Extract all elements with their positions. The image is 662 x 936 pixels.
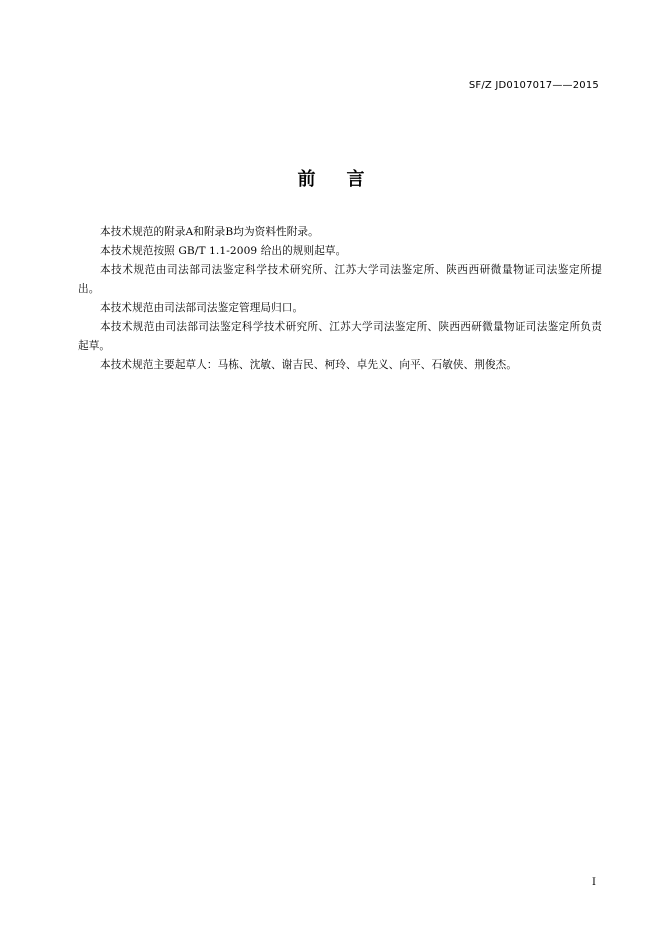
paragraph-drafting-rules: 本技术规范按照 GB/T 1.1-2009 给出的规则起草。 [100,245,347,257]
paragraph-centralized-by: 本技术规范由司法部司法鉴定管理局归口。 [100,302,304,314]
paragraph-drafted-by: 本技术规范由司法部司法鉴定科学技术研究所、江苏大学司法鉴定所、陕西西研微量物证司法鉴定所负责起草。 [78,321,602,352]
document-body [78,223,602,375]
page-number: I [592,877,596,888]
paragraph-proposed-by: 本技术规范由司法部司法鉴定科学技术研究所、江苏大学司法鉴定所、陕西西研微量物证司法鉴定所提出。 [78,264,602,295]
page-title: 前言 [297,169,396,190]
document-code: SF/Z JD0107017——2015 [468,80,599,91]
paragraph-appendix: 本技术规范的附录A和附录B均为资料性附录。 [100,226,319,238]
paragraph-drafters: 本技术规范主要起草人：马栋、沈敏、谢吉民、柯玲、卓先义、向平、石敏侠、荆俊杰。 [100,359,518,371]
